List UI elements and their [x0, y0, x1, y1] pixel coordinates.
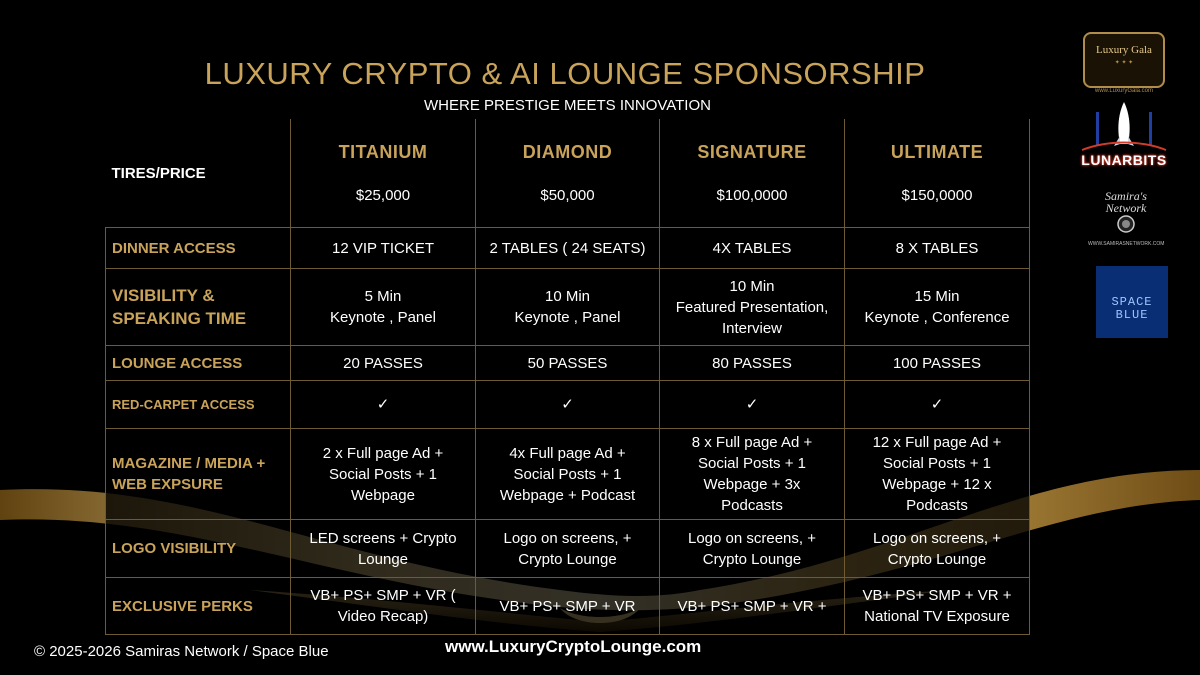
luxury-gala-logo-text: Luxury Gala [1096, 44, 1152, 56]
table-cell: 4x Full page Ad + Social Posts + 1 Webpage + Podcast [476, 429, 660, 520]
row-label-exclusive-perks: EXCLUSIVE PERKS [106, 578, 291, 635]
copyright-text: © 2025-2026 Samiras Network / Space Blue [34, 643, 329, 660]
sponsorship-table [105, 119, 1030, 635]
checkmark-icon: ✓ [660, 381, 845, 429]
table-cell: 4X TABLES [660, 228, 845, 269]
tier-price: $50,000 [540, 187, 595, 204]
table-row [106, 520, 1030, 578]
table-cell: Logo on screens, + Crypto Lounge [660, 520, 845, 578]
table-cell: 5 Min Keynote , Panel [291, 269, 476, 346]
table-cell: 8 X TABLES [845, 228, 1030, 269]
table-cell: LED screens + Crypto Lounge [291, 520, 476, 578]
table-cell: 100 PASSES [845, 346, 1030, 381]
table-cell: 12 x Full page Ad + Social Posts + 1 Webpage + 12 x Podcasts [845, 429, 1030, 520]
tier-ultimate [845, 119, 1030, 228]
row-label-logo-visibility: LOGO VISIBILITY [106, 520, 291, 578]
table-cell: 80 PASSES [660, 346, 845, 381]
tires-price-header: TIRES/PRICE [106, 119, 291, 228]
rocket-icon [1078, 100, 1170, 156]
table-cell: 15 Min Keynote , Conference [845, 269, 1030, 346]
table-cell: 50 PASSES [476, 346, 660, 381]
table-cell: 20 PASSES [291, 346, 476, 381]
table-row [106, 429, 1030, 520]
row-label-visibility-speaking: VISIBILITY & SPEAKING TIME [106, 269, 291, 346]
space-blue-text-1: SPACE [1111, 295, 1153, 309]
table-row [106, 346, 1030, 381]
samiras-logo-text: Samira's Network [1105, 189, 1147, 215]
tier-signature [660, 119, 845, 228]
tier-titanium [291, 119, 476, 228]
row-label-dinner-access: DINNER ACCESS [106, 228, 291, 269]
lunarbits-logo-text: LUNARBITS [1081, 152, 1167, 168]
checkmark-icon: ✓ [845, 381, 1030, 429]
page-subtitle: WHERE PRESTIGE MEETS INNOVATION [424, 97, 711, 114]
table-cell: VB+ PS+ SMP + VR [476, 578, 660, 635]
table-row [106, 578, 1030, 635]
luxury-gala-logo [1083, 32, 1165, 88]
table-cell: 8 x Full page Ad + Social Posts + 1 Webpage + 3x Podcasts [660, 429, 845, 520]
row-label-lounge-access: LOUNGE ACCESS [106, 346, 291, 381]
table-cell: 10 Min Keynote , Panel [476, 269, 660, 346]
table-cell: Logo on screens, + Crypto Lounge [476, 520, 660, 578]
table-cell: VB+ PS+ SMP + VR ( Video Recap) [291, 578, 476, 635]
table-row [106, 381, 1030, 429]
row-label-red-carpet: RED-CARPET ACCESS [106, 381, 291, 429]
samiras-network-logo [1088, 190, 1164, 250]
page-title: LUXURY CRYPTO & AI LOUNGE SPONSORSHIP [204, 56, 926, 91]
table-cell: VB+ PS+ SMP + VR + [660, 578, 845, 635]
tier-name: TITANIUM [338, 142, 428, 162]
checkmark-icon: ✓ [291, 381, 476, 429]
tier-price: $25,000 [355, 187, 411, 204]
tier-diamond [476, 119, 660, 228]
samiras-url: WWW.SAMIRASNETWORK.COM [1088, 241, 1165, 247]
table-cell: VB+ PS+ SMP + VR + National TV Exposure [845, 578, 1030, 635]
table-row [106, 228, 1030, 269]
lunarbits-logo [1078, 100, 1170, 176]
table-cell: Logo on screens, + Crypto Lounge [845, 520, 1030, 578]
table-cell: 2 x Full page Ad + Social Posts + 1 Webpage [291, 429, 476, 520]
table-cell: 2 TABLES ( 24 SEATS) [476, 228, 660, 269]
tier-name: DIAMOND [522, 142, 613, 162]
space-blue-text-2: BLUE [1115, 308, 1149, 322]
tier-price: $100,0000 [716, 187, 788, 204]
space-blue-logo [1096, 266, 1168, 338]
logo-ornament-icon: ✦ ✦ ✦ [1114, 60, 1134, 66]
table-cell: 10 Min Featured Presentation, Interview [660, 269, 845, 346]
table-row [106, 269, 1030, 346]
table-cell: 12 VIP TICKET [291, 228, 476, 269]
table-header-row [106, 119, 1030, 228]
website-link[interactable]: www.LuxuryCryptoLounge.com [445, 637, 702, 656]
tier-name: ULTIMATE [890, 142, 984, 162]
tier-name: SIGNATURE [697, 142, 807, 162]
seal-icon [1116, 214, 1136, 234]
tier-price: $150,0000 [901, 187, 973, 204]
checkmark-icon: ✓ [476, 381, 660, 429]
row-label-magazine-media: MAGAZINE / MEDIA + WEB EXPSURE [106, 429, 291, 520]
luxury-gala-url: www.LuxuryGala.com [1094, 88, 1154, 94]
